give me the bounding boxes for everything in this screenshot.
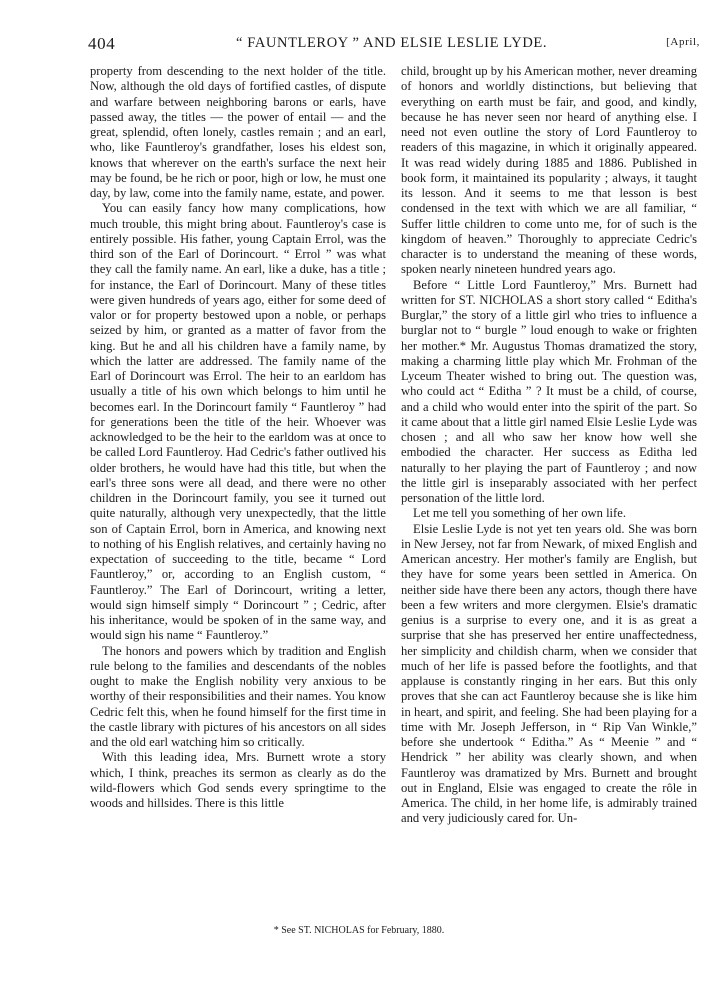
- paragraph: Let me tell you something of her own life.: [413, 506, 626, 521]
- right-column: [401, 64, 697, 827]
- issue-month: [April,: [666, 36, 700, 48]
- paragraph: property from descending to the next holder of the title. Now, although the old days of fortified castles, of dispute and warfare between neighboring barons or earls, have passed away, the titles — the power of entail — and the great, splendid, often lonely, castles remain ; and an earl, who, like Fauntleroy's grandfather, loses his eldest son, knows that wherever on the earth's surface the next heir may be found, be he rich or poor, high or low, he must one day, by law, come into the family name, estate, and power.: [90, 64, 386, 200]
- running-header: [88, 34, 700, 54]
- paragraph: You can easily fancy how many complications, how much trouble, this might bring about. Fauntleroy's case is entirely possible. His father, young Captain Errol, was the third son of the Earl of Dorincourt. “ Errol ” was what they call the family name. An earl, like a duke, has a title ; for instance, the Earl of Dorincourt. Many of these titles were given hundreds of years ago, either for some deed of valor or for property bestowed upon a noble, or perhaps seized by him, or granted as a matter of favor from the king. But he and all his children have a family name, by which the latter are addressed. The family name of the Earl of Dorincourt was Errol. The heir to an earldom has usually a title of his own which belongs to him until he becomes earl. In the Dorincourt family “ Fauntleroy ” had for generations been the title of the heir. Whoever was acknowledged to be the heir to the earldom was at once to be called Lord Fauntleroy. Had Cedric's father outlived his older brothers, he would have had this title, but when the earl's three sons were all dead, and there were no other children in the Dorincourt family, you see it turned out quite naturally, although very unexpectedly, that the little son of Captain Errol, born in America, and knowing next to nothing of his English relatives, and certainly having no expectation of succeeding to the title, became “ Lord Fauntleroy,” or, according to an English custom, “ Fauntleroy.” The Earl of Dorincourt, writing a letter, would sign himself simply “ Dorincourt ” ; Cedric, after his inheritance, would be spoken of in the same way, and would sign his name “ Fauntleroy.”: [90, 201, 386, 643]
- paragraph: Before “ Little Lord Fauntleroy,” Mrs. Burnett had written for ST. NICHOLAS a short story called “ Editha's Burglar,” the story of a little girl who tries to influence a burglar not to “ burgle ” loud enough to wake or frighten her mother.* Mr. Augustus Thomas dramatized the story, making a charming little play which Mr. Frohman of the Lyceum Theater wished to bring out. The question was, who could act “ Editha ” ? It must be a child, of course, and a child who would enter into the spirit of the part. So it came about that a little girl named Elsie Leslie Lyde was chosen ; and all who saw her know how well she embodied the character. Her success as Editha led naturally to her playing the part of Fauntleroy ; and now the little girl is inseparably associated with her perfect personation of the little lord.: [401, 277, 697, 505]
- page-number: 404: [88, 34, 116, 53]
- paragraph: Elsie Leslie Lyde is not yet ten years old. She was born in New Jersey, not far from Newark, of mixed English and American ancestry. Her mother's family are English, but they have for some years been settled in America. On neither side have there been any actors, though there have been a few writers and more clergymen. Elsie's dramatic genius is a surprise to every one, and it is as great a surprise that she has preserved her entire unaffectedness, her simplicity and childish charm, when we consider that much of her life is passed before the footlights, and that applause is constantly ringing in her ears. But this only proves that she can act Fauntleroy because she is like him in heart, and spirit, and feeling. She had been playing for a time with Mr. Joseph Jefferson, in “ Rip Van Winkle,” before she undertook “ Editha.” As “ Meenie ” and “ Hendrick ” her ability was clearly shown, and when Fauntleroy was dramatized by Mrs. Burnett and brought out in England, Elsie was engaged to create the rôle in America. The child, in her home life, is admirably trained and very judiciously cared for. Un-: [401, 521, 697, 826]
- paragraph: child, brought up by his American mother, never dreaming of honors and worldly distinctions, but believing that everything on earth must be fair, and good, and kindly, because he has never seen nor heard of anything else. I need not even outline the story of Lord Fauntleroy to readers of this magazine, in which it originally appeared. It was read widely during 1885 and 1886. Published in book form, it maintained its popularity ; always, it taught its lesson. And it seems to me that lesson is best condensed in the text with which we are all familiar, “ Suffer little children to come unto me, for of such is the kingdom of heaven.” Thoroughly to appreciate Cedric's character is to understand the meaning of these words, spoken nearly nineteen hundred years ago.: [401, 64, 697, 277]
- footnote: * See ST. NICHOLAS for February, 1880.: [273, 925, 445, 936]
- running-title: “ FAUNTLEROY ” AND ELSIE LESLIE LYDE.: [236, 35, 548, 51]
- paragraph: With this leading idea, Mrs. Burnett wrote a story which, I think, preaches its sermon as clearly as do the wild-flowers which God sends every springtime to the woods and hillsides. There is this little: [90, 750, 386, 810]
- paragraph: The honors and powers which by tradition and English rule belong to the families and descendants of the nobles ought to make the English nobility very anxious to be worthy of their responsibilities and their names. You know Cedric felt this, when he found himself for the first time in the castle library with pictures of his ancestors on all sides and the old earl watching him so critically.: [90, 643, 386, 749]
- left-column: [90, 64, 386, 811]
